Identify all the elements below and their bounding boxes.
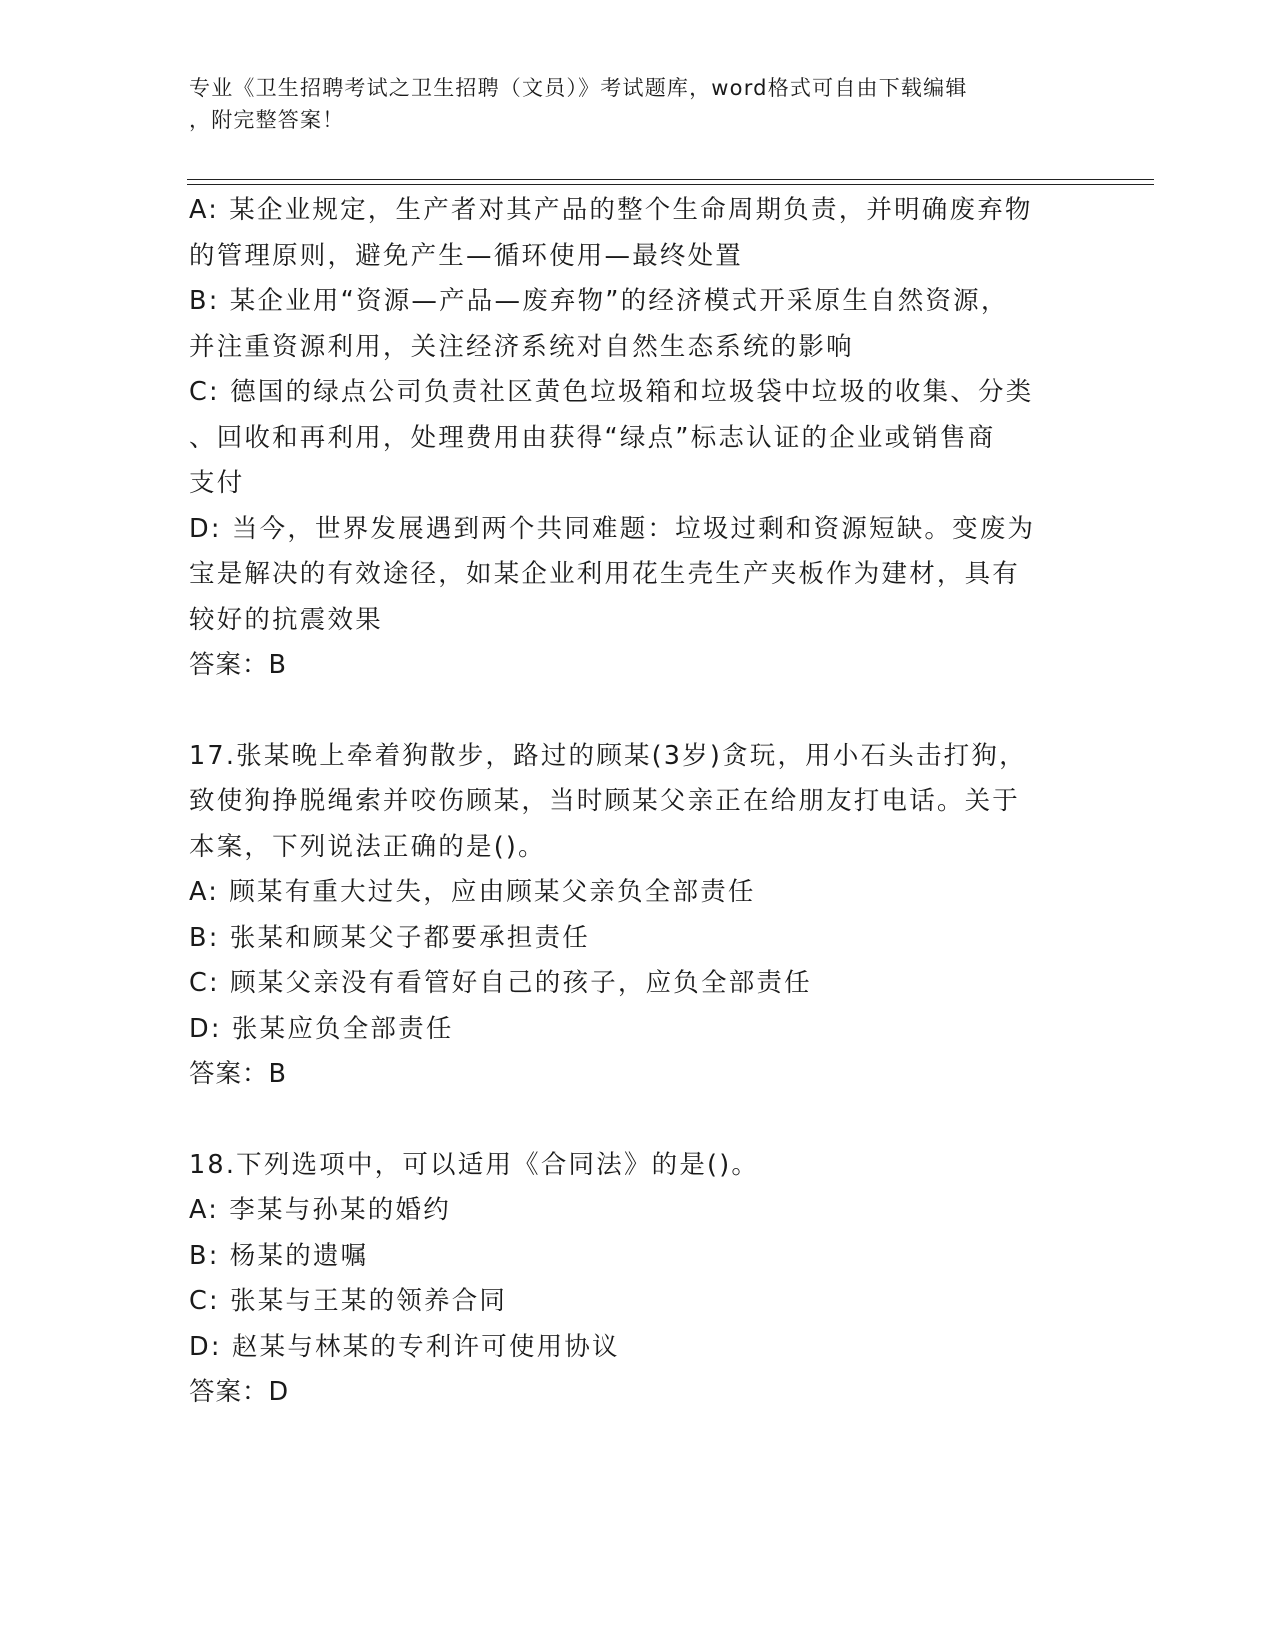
option-line: 的管理原则，避免产生—循环使用—最终处置 [189,240,744,271]
option-d: D: 赵某与林某的专利许可使用协议 [189,1331,620,1362]
header-divider-bottom [187,184,1154,185]
option-line: 并注重资源利用，关注经济系统对自然生态系统的影响 [189,331,854,362]
option-a [189,188,1089,279]
header-line-2: ，附完整答案！ [189,108,345,132]
option-line: 支付 [189,468,245,498]
option-line: A: 某企业规定，生产者对其产品的整个生命周期负责，并明确废弃物 [189,195,1033,225]
option-line: B: 某企业用“资源—产品—废弃物”的经济模式开采原生自然资源， [189,286,1009,316]
answer-label: 答案：B [189,650,287,680]
option-c: C: 顾某父亲没有看管好自己的孩子，应负全部责任 [189,968,812,998]
option-line: 较好的抗震效果 [189,604,383,635]
question-18-block [189,1143,1089,1416]
question-title-line: 致使狗挣脱绳索并咬伤顾某，当时顾某父亲正在给朋友打电话。关于 [189,786,1021,816]
question-title-line: 本案，下列说法正确的是()。 [189,831,546,862]
answer-label: 答案：B [189,1059,287,1089]
document-header [189,72,1089,136]
option-c: C: 张某与王某的领养合同 [189,1286,508,1316]
option-a: A: 李某与孙某的婚约 [189,1195,451,1225]
option-line: D: 当今，世界发展遇到两个共同难题：垃圾过剩和资源短缺。变废为 [189,513,1036,544]
option-d: D: 张某应负全部责任 [189,1013,454,1044]
option-line: C: 德国的绿点公司负责社区黄色垃圾箱和垃圾袋中垃圾的收集、分类 [189,377,1034,407]
option-a: A: 顾某有重大过失，应由顾某父亲负全部责任 [189,877,756,907]
question-16-block [189,188,1089,689]
option-b: B: 杨某的遗嘱 [189,1240,369,1271]
spacer [189,689,1089,734]
question-17-block [189,734,1089,1098]
option-d [189,507,1089,644]
answer-label: 答案：D [189,1377,290,1407]
option-line: 宝是解决的有效途径，如某企业利用花生壳生产夹板作为建材，具有 [189,559,1021,589]
question-title-line: 17.张某晚上牵着狗散步，路过的顾某(3岁)贪玩，用小石头击打狗， [189,740,1027,771]
option-c [189,370,1089,507]
question-content [189,188,1089,1416]
option-b: B: 张某和顾某父子都要承担责任 [189,922,590,953]
option-line: 、回收和再利用，处理费用由获得“绿点”标志认证的企业或销售商 [189,422,996,453]
option-b [189,279,1089,370]
header-divider-top [187,179,1154,180]
question-18-title: 18.下列选项中，可以适用《合同法》的是()。 [189,1149,760,1180]
question-17-title [189,734,1089,871]
spacer [189,1098,1089,1143]
header-line-1: 专业《卫生招聘考试之卫生招聘（文员）》考试题库，word格式可自由下载编辑 [189,76,968,100]
